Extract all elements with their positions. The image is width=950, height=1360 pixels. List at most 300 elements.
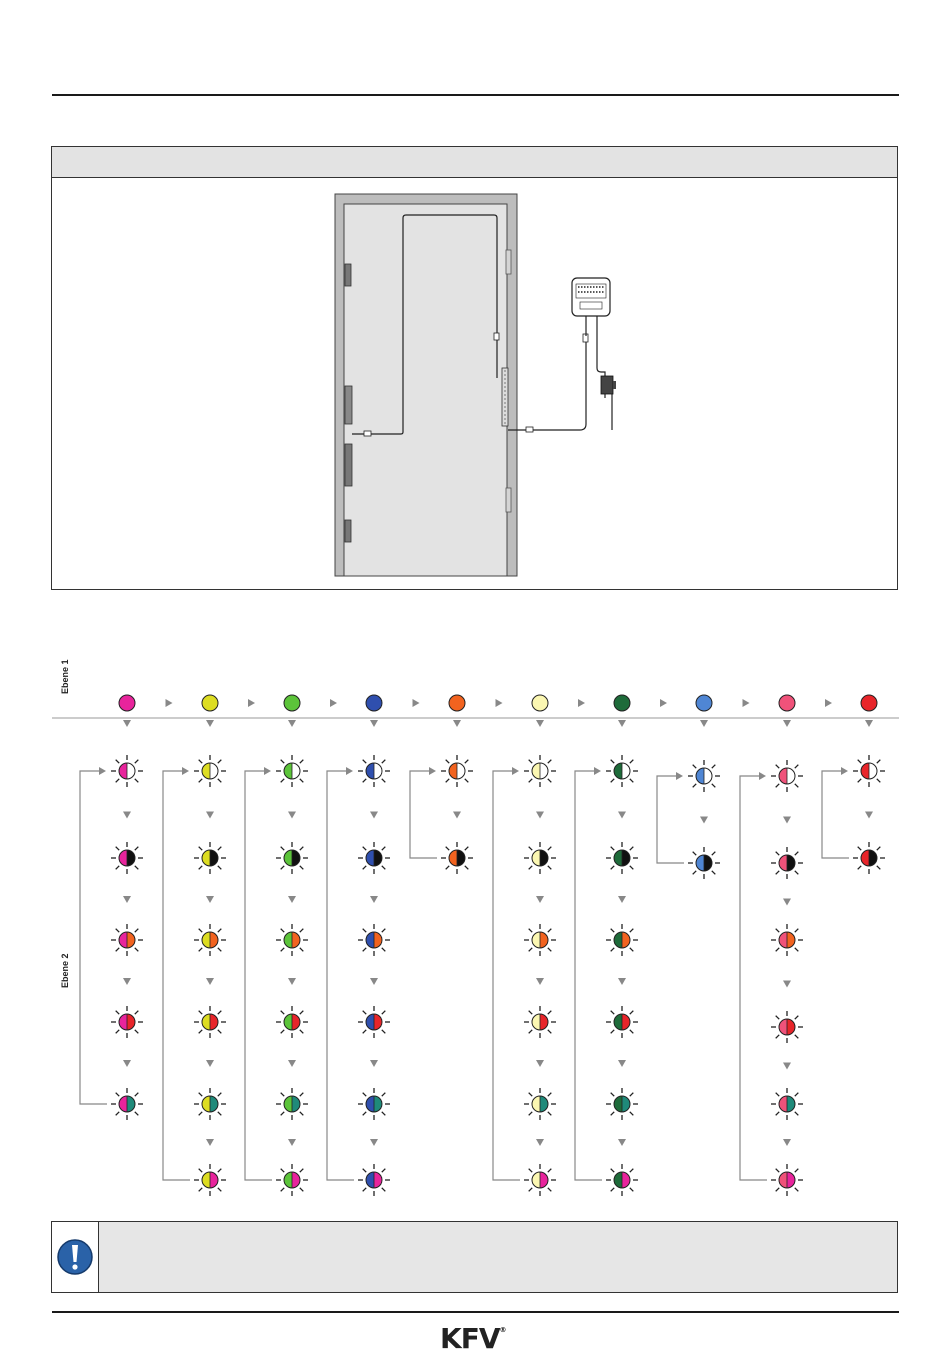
led-left-half <box>366 932 374 948</box>
flash-ray <box>776 1093 780 1097</box>
level2-arrow-down <box>370 1060 378 1067</box>
level-arrow-down <box>206 720 214 727</box>
led-right-half <box>457 763 465 779</box>
flash-ray <box>199 779 203 783</box>
flash-ray <box>135 760 139 764</box>
flash-ray <box>548 1188 552 1192</box>
cable-transition <box>502 368 508 426</box>
led-right-half <box>787 1096 795 1112</box>
led-right-half <box>704 768 712 784</box>
flash-ray <box>218 1030 222 1034</box>
led-left-half <box>532 1172 540 1188</box>
level2-arrow-down <box>865 812 873 819</box>
flash-ray <box>135 1030 139 1034</box>
flash-ray <box>363 1093 367 1097</box>
level1-led-yellow <box>202 695 218 711</box>
door-leaf <box>344 204 507 576</box>
flash-ray <box>877 760 881 764</box>
led-right-half <box>787 1172 795 1188</box>
flash-ray <box>116 1112 120 1116</box>
flash-ray <box>116 1030 120 1034</box>
level2-arrow-down <box>123 978 131 985</box>
led-right-half <box>540 763 548 779</box>
level2-arrow-down <box>536 812 544 819</box>
flash-ray <box>693 852 697 856</box>
level1-led-magenta <box>119 695 135 711</box>
flash-ray <box>363 760 367 764</box>
flash-ray <box>199 760 203 764</box>
led-right-half <box>210 1172 218 1188</box>
led-right-half <box>704 855 712 871</box>
loop-back-arrow <box>759 772 766 780</box>
flash-ray <box>529 1112 533 1116</box>
flash-ray <box>611 760 615 764</box>
flash-ray <box>611 929 615 933</box>
flash-ray <box>693 765 697 769</box>
flash-ray <box>218 1188 222 1192</box>
flash-ray <box>135 948 139 952</box>
frame-cable <box>508 336 586 430</box>
flash-ray <box>446 847 450 851</box>
flash-ray <box>300 1112 304 1116</box>
flash-ray <box>611 1093 615 1097</box>
flash-ray <box>548 779 552 783</box>
flash-ray <box>281 760 285 764</box>
led-left-half <box>366 1014 374 1030</box>
led-left-half <box>696 768 704 784</box>
led-right-half <box>540 1014 548 1030</box>
note-icon-cell <box>52 1222 99 1292</box>
loop-back-line <box>163 771 190 1180</box>
flash-ray <box>795 1016 799 1020</box>
led-right-half <box>292 1172 300 1188</box>
flash-ray <box>446 866 450 870</box>
flash-ray <box>218 929 222 933</box>
level2-arrow-down <box>123 812 131 819</box>
flash-ray <box>465 779 469 783</box>
flash-ray <box>529 929 533 933</box>
flash-ray <box>630 1169 634 1173</box>
flash-ray <box>116 1011 120 1015</box>
level-arrow-down <box>288 720 296 727</box>
led-right-half <box>787 1019 795 1035</box>
flash-ray <box>548 1112 552 1116</box>
flash-ray <box>300 847 304 851</box>
flash-ray <box>382 866 386 870</box>
led-left-half <box>779 1172 787 1188</box>
flash-ray <box>877 866 881 870</box>
flash-ray <box>382 948 386 952</box>
flash-ray <box>776 1112 780 1116</box>
flash-ray <box>382 929 386 933</box>
flash-ray <box>199 1188 203 1192</box>
flash-ray <box>877 779 881 783</box>
level2-arrow-down <box>123 896 131 903</box>
led-right-half <box>622 1014 630 1030</box>
logo-text: KFV <box>440 1322 500 1355</box>
flash-ray <box>281 847 285 851</box>
sequence-arrow-right <box>496 699 503 707</box>
flash-ray <box>712 871 716 875</box>
led-right-half <box>210 932 218 948</box>
led-left-half <box>366 1096 374 1112</box>
flash-ray <box>529 1093 533 1097</box>
level2-label: Ebene 2 <box>60 953 70 988</box>
flash-ray <box>712 784 716 788</box>
level2-arrow-down <box>618 1139 626 1146</box>
flash-ray <box>795 1035 799 1039</box>
level2-arrow-down <box>536 1139 544 1146</box>
loop-back-line <box>493 771 520 1180</box>
led-right-half <box>210 763 218 779</box>
power-supply <box>601 376 613 394</box>
led-left-half <box>779 855 787 871</box>
led-right-half <box>869 850 877 866</box>
level-arrow-down <box>453 720 461 727</box>
level2-arrow-down <box>618 812 626 819</box>
flash-ray <box>363 929 367 933</box>
flash-ray <box>116 929 120 933</box>
flash-ray <box>529 847 533 851</box>
flash-ray <box>529 1011 533 1015</box>
flash-ray <box>218 1169 222 1173</box>
level2-arrow-down <box>288 1139 296 1146</box>
level1-led-blue <box>366 695 382 711</box>
level2-arrow-down <box>206 812 214 819</box>
sequence-arrow-right <box>413 699 420 707</box>
flash-ray <box>300 1011 304 1015</box>
flash-ray <box>300 1030 304 1034</box>
flash-ray <box>363 1030 367 1034</box>
flash-ray <box>135 1093 139 1097</box>
led-right-half <box>457 850 465 866</box>
flash-ray <box>465 866 469 870</box>
led-left-half <box>779 932 787 948</box>
flash-ray <box>382 1011 386 1015</box>
led-right-half <box>374 932 382 948</box>
level1-label: Ebene 1 <box>60 659 70 694</box>
flash-ray <box>116 760 120 764</box>
flash-ray <box>281 779 285 783</box>
flash-ray <box>116 847 120 851</box>
loop-back-line <box>575 771 602 1180</box>
flash-ray <box>858 760 862 764</box>
flash-ray <box>548 1093 552 1097</box>
flash-ray <box>382 1169 386 1173</box>
led-left-half <box>119 932 127 948</box>
loop-back-arrow <box>594 767 601 775</box>
flash-ray <box>363 948 367 952</box>
flash-ray <box>300 1169 304 1173</box>
flash-ray <box>548 948 552 952</box>
flash-ray <box>382 1112 386 1116</box>
flash-ray <box>382 1188 386 1192</box>
led-left-half <box>779 768 787 784</box>
flash-ray <box>548 929 552 933</box>
flash-ray <box>382 1093 386 1097</box>
flash-ray <box>858 866 862 870</box>
flash-ray <box>776 929 780 933</box>
flash-ray <box>382 1030 386 1034</box>
led-left-half <box>532 1014 540 1030</box>
level2-arrow-down <box>288 978 296 985</box>
flash-ray <box>199 847 203 851</box>
flash-ray <box>630 1030 634 1034</box>
level2-arrow-down <box>618 896 626 903</box>
flash-ray <box>199 1030 203 1034</box>
flash-ray <box>218 847 222 851</box>
flash-ray <box>135 847 139 851</box>
led-right-half <box>622 1096 630 1112</box>
flash-ray <box>300 948 304 952</box>
led-right-half <box>292 763 300 779</box>
loop-back-line <box>327 771 354 1180</box>
lock-case <box>345 444 352 486</box>
flash-ray <box>548 1169 552 1173</box>
led-left-half <box>284 932 292 948</box>
flash-ray <box>795 1093 799 1097</box>
flash-ray <box>116 1093 120 1097</box>
flash-ray <box>116 866 120 870</box>
led-left-half <box>614 1096 622 1112</box>
flash-ray <box>776 784 780 788</box>
loop-back-line <box>80 771 107 1104</box>
flash-ray <box>795 871 799 875</box>
flash-ray <box>281 1011 285 1015</box>
flash-ray <box>548 1030 552 1034</box>
loop-back-arrow <box>512 767 519 775</box>
flash-ray <box>116 779 120 783</box>
flash-ray <box>693 871 697 875</box>
flash-ray <box>446 779 450 783</box>
flash-ray <box>382 779 386 783</box>
led-left-half <box>696 855 704 871</box>
level1-led-red <box>861 695 877 711</box>
flash-ray <box>218 1112 222 1116</box>
flash-ray <box>218 1093 222 1097</box>
flash-ray <box>218 779 222 783</box>
led-right-half <box>787 855 795 871</box>
level-arrow-down <box>865 720 873 727</box>
led-left-half <box>284 1172 292 1188</box>
led-right-half <box>787 768 795 784</box>
flash-ray <box>712 765 716 769</box>
top-rule <box>52 94 899 96</box>
flash-ray <box>630 847 634 851</box>
flash-ray <box>630 1011 634 1015</box>
led-left-half <box>779 1096 787 1112</box>
flash-ray <box>135 929 139 933</box>
flash-ray <box>858 779 862 783</box>
flash-ray <box>135 779 139 783</box>
led-left-half <box>202 932 210 948</box>
loop-back-arrow <box>676 772 683 780</box>
level2-arrow-down <box>370 1139 378 1146</box>
flash-ray <box>465 847 469 851</box>
level2-arrow-down <box>700 817 708 824</box>
flash-ray <box>199 929 203 933</box>
flash-ray <box>465 760 469 764</box>
led-right-half <box>622 932 630 948</box>
flash-ray <box>218 948 222 952</box>
sequence-arrow-right <box>578 699 585 707</box>
led-right-half <box>127 1014 135 1030</box>
led-left-half <box>119 850 127 866</box>
flash-ray <box>199 1011 203 1015</box>
sequence-arrow-right <box>743 699 750 707</box>
flash-ray <box>630 929 634 933</box>
led-right-half <box>622 763 630 779</box>
led-right-half <box>374 1096 382 1112</box>
level2-arrow-down <box>618 978 626 985</box>
flash-ray <box>218 866 222 870</box>
flash-ray <box>630 948 634 952</box>
level-arrow-down <box>618 720 626 727</box>
level2-arrow-down <box>783 817 791 824</box>
flash-ray <box>363 1112 367 1116</box>
flash-ray <box>300 929 304 933</box>
led-left-half <box>614 932 622 948</box>
led-right-half <box>540 932 548 948</box>
registered-mark: ® <box>499 1326 506 1334</box>
led-right-half <box>374 763 382 779</box>
flash-ray <box>611 1030 615 1034</box>
loop-back-line <box>657 776 684 863</box>
flash-ray <box>363 779 367 783</box>
flash-ray <box>529 1169 533 1173</box>
led-right-half <box>622 850 630 866</box>
flash-ray <box>548 1011 552 1015</box>
led-left-half <box>119 1096 127 1112</box>
led-left-half <box>119 1014 127 1030</box>
level-arrow-down <box>783 720 791 727</box>
color-sequence-chart <box>0 640 950 1200</box>
led-left-half <box>861 850 869 866</box>
lock-bolt <box>345 520 351 542</box>
flash-ray <box>611 1169 615 1173</box>
flash-ray <box>382 847 386 851</box>
flash-ray <box>776 948 780 952</box>
sequence-arrow-right <box>248 699 255 707</box>
motor-lock <box>345 386 352 424</box>
led-left-half <box>614 850 622 866</box>
flash-ray <box>795 765 799 769</box>
loop-back-line <box>245 771 272 1180</box>
flash-ray <box>199 1169 203 1173</box>
flash-ray <box>363 1169 367 1173</box>
flash-ray <box>630 1093 634 1097</box>
panel-header <box>52 147 897 178</box>
flash-ray <box>795 1188 799 1192</box>
led-left-half <box>779 1019 787 1035</box>
loop-back-arrow <box>841 767 848 775</box>
flash-ray <box>363 1011 367 1015</box>
flash-ray <box>795 784 799 788</box>
flash-ray <box>300 760 304 764</box>
led-left-half <box>449 850 457 866</box>
flash-ray <box>795 852 799 856</box>
flash-ray <box>776 1188 780 1192</box>
loop-back-arrow <box>99 767 106 775</box>
led-left-half <box>119 763 127 779</box>
lock-bolt <box>345 264 351 286</box>
kfv-logo <box>440 1322 506 1355</box>
led-right-half <box>127 850 135 866</box>
flash-ray <box>281 1030 285 1034</box>
loop-back-line <box>410 771 437 858</box>
note-box <box>51 1221 898 1293</box>
level2-arrow-down <box>783 981 791 988</box>
flash-ray <box>135 1011 139 1015</box>
flash-ray <box>776 852 780 856</box>
flash-ray <box>776 1035 780 1039</box>
level-arrow-down <box>123 720 131 727</box>
level2-arrow-down <box>123 1060 131 1067</box>
led-left-half <box>614 1172 622 1188</box>
level2-arrow-down <box>536 896 544 903</box>
hinge <box>506 488 511 512</box>
level1-led-green <box>284 695 300 711</box>
flash-ray <box>382 760 386 764</box>
flash-ray <box>548 760 552 764</box>
led-right-half <box>210 1014 218 1030</box>
flash-ray <box>363 847 367 851</box>
flash-ray <box>630 1112 634 1116</box>
flash-ray <box>630 866 634 870</box>
flash-ray <box>300 779 304 783</box>
loop-back-arrow <box>264 767 271 775</box>
led-left-half <box>366 1172 374 1188</box>
cable-connector <box>364 431 371 436</box>
level1-led-pink <box>779 695 795 711</box>
flash-ray <box>300 1093 304 1097</box>
flash-ray <box>611 1112 615 1116</box>
flash-ray <box>630 779 634 783</box>
led-left-half <box>614 763 622 779</box>
led-left-half <box>614 1014 622 1030</box>
hinge <box>506 250 511 274</box>
led-left-half <box>532 763 540 779</box>
flash-ray <box>281 948 285 952</box>
flash-ray <box>795 1169 799 1173</box>
flash-ray <box>529 760 533 764</box>
led-right-half <box>292 932 300 948</box>
flash-ray <box>529 948 533 952</box>
sequence-arrow-right <box>660 699 667 707</box>
led-right-half <box>127 932 135 948</box>
power-cable <box>597 316 612 430</box>
flash-ray <box>199 1112 203 1116</box>
led-left-half <box>284 1096 292 1112</box>
led-right-half <box>210 850 218 866</box>
flash-ray <box>529 866 533 870</box>
cable-connector <box>526 427 533 432</box>
flash-ray <box>795 1112 799 1116</box>
led-right-half <box>540 1172 548 1188</box>
level2-arrow-down <box>370 812 378 819</box>
door-wiring-diagram <box>52 178 897 590</box>
led-left-half <box>449 763 457 779</box>
flash-ray <box>693 784 697 788</box>
flash-ray <box>611 1011 615 1015</box>
sequence-arrow-right <box>330 699 337 707</box>
sequence-arrow-right <box>166 699 173 707</box>
led-right-half <box>292 1014 300 1030</box>
led-right-half <box>210 1096 218 1112</box>
flash-ray <box>218 760 222 764</box>
flash-ray <box>877 847 881 851</box>
led-left-half <box>202 1014 210 1030</box>
